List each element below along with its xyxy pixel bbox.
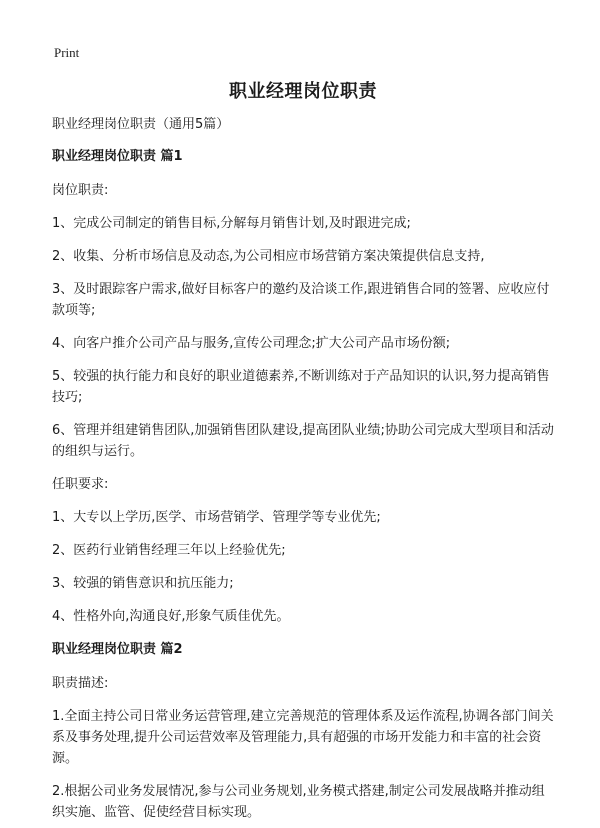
- duty-item: 3、及时跟踪客户需求,做好目标客户的邀约及洽谈工作,跟进销售合同的签署、应收应付款项等;: [52, 282, 550, 318]
- duty-item: 6、管理并组建销售团队,加强销售团队建设,提高团队业绩;协助公司完成大型项目和活动的组织与运行。: [52, 423, 554, 459]
- duty-item: 1.全面主持公司日常业务运营管理,建立完善规范的管理体系及运作流程,协调各部门间关系及事务处理,提升公司运营效率及管理能力,具有超强的市场开发能力和丰富的社会资源。: [52, 709, 554, 766]
- section-2: [52, 639, 554, 823]
- requirements-label: 任职要求:: [52, 477, 109, 492]
- requirement-item: 1、大专以上学历,医学、市场营销学、管理学等专业优先;: [52, 510, 381, 525]
- duties-list: [52, 213, 554, 462]
- duty-item: 2、收集、分析市场信息及动态,为公司相应市场营销方案决策提供信息支持,: [52, 249, 485, 264]
- duty-item: 5、较强的执行能力和良好的职业道德素养,不断训练对于产品知识的认识,努力提高销售技巧;: [52, 369, 550, 405]
- duty-item: 4、向客户推介公司产品与服务,宣传公司理念;扩大公司产品市场份额;: [52, 336, 451, 351]
- duties-label: 职责描述:: [52, 676, 109, 691]
- duty-item: 2.根据公司业务发展情况,参与公司业务规划,业务模式搭建,制定公司发展战略并推动组织实施、监管、促使经营目标实现。: [52, 784, 545, 820]
- requirements-list: [52, 507, 554, 627]
- section-heading: 职业经理岗位职责 篇1: [52, 149, 183, 164]
- section-1: [52, 146, 554, 627]
- requirement-item: 4、性格外向,沟通良好,形象气质佳优先。: [52, 609, 290, 624]
- requirement-item: 3、较强的销售意识和抗压能力;: [52, 576, 234, 591]
- duties-list: [52, 706, 554, 823]
- document-title: 职业经理岗位职责: [229, 81, 377, 102]
- requirement-item: 2、医药行业销售经理三年以上经验优先;: [52, 543, 286, 558]
- duty-item: 1、完成公司制定的销售目标,分解每月销售计划,及时跟进完成;: [52, 216, 411, 231]
- section-heading: 职业经理岗位职责 篇2: [52, 642, 183, 657]
- document-subtitle: 职业经理岗位职责（通用5篇）: [52, 117, 230, 132]
- print-label: Print: [54, 45, 80, 60]
- duties-label: 岗位职责:: [52, 183, 109, 198]
